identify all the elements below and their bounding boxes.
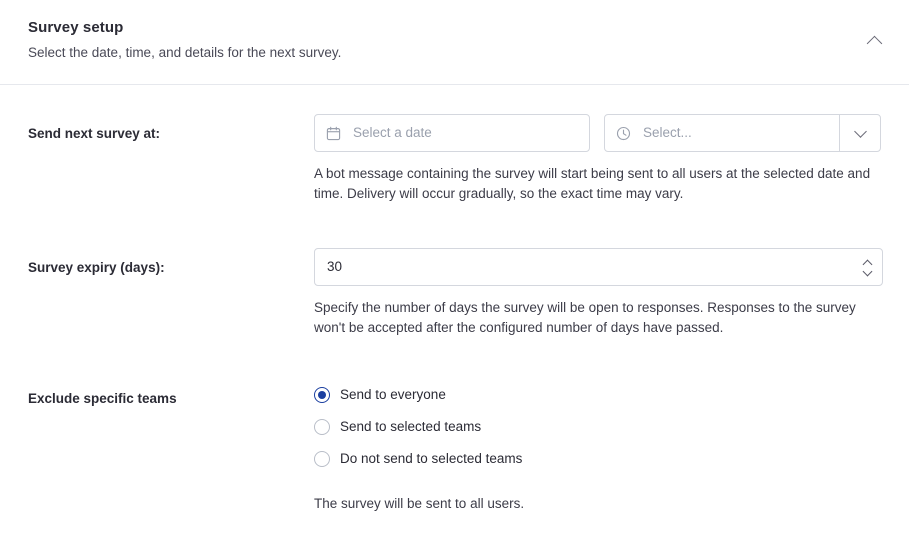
radio-mark-icon bbox=[314, 419, 330, 435]
exclude-teams-row bbox=[28, 386, 881, 514]
calendar-icon bbox=[325, 125, 342, 142]
caret-down-icon[interactable] bbox=[864, 269, 872, 275]
send-next-survey-help: A bot message containing the survey will start being sent to all users at the selected date and time. Delivery will occur gradually, so the exact time may vary. bbox=[314, 166, 871, 201]
exclude-teams-label: Exclude specific teams bbox=[28, 391, 177, 406]
clock-icon bbox=[615, 125, 632, 142]
radio-label: Do not send to selected teams bbox=[340, 451, 523, 466]
survey-expiry-label: Survey expiry (days): bbox=[28, 260, 165, 275]
survey-expiry-input[interactable] bbox=[327, 258, 862, 276]
date-picker-input[interactable] bbox=[314, 114, 590, 152]
radio-do-not-send-to-selected-teams[interactable] bbox=[314, 450, 881, 468]
chevron-down-icon[interactable] bbox=[840, 131, 880, 136]
radio-mark-icon bbox=[314, 451, 330, 467]
survey-expiry-row bbox=[28, 248, 881, 338]
time-picker-select[interactable] bbox=[604, 114, 881, 152]
chevron-up-icon bbox=[866, 35, 882, 51]
exclude-teams-note: The survey will be sent to all users. bbox=[314, 496, 525, 511]
survey-expiry-stepper[interactable] bbox=[314, 248, 883, 286]
time-picker-placeholder: Select... bbox=[643, 125, 692, 140]
page-title: Survey setup bbox=[28, 19, 124, 36]
datetime-inputs bbox=[314, 114, 881, 152]
collapse-section-button[interactable] bbox=[863, 30, 885, 52]
exclude-teams-radio-group bbox=[314, 386, 881, 468]
radio-mark-icon bbox=[314, 387, 330, 403]
send-next-survey-label: Send next survey at: bbox=[28, 126, 161, 141]
survey-expiry-content bbox=[314, 248, 881, 338]
radio-label: Send to everyone bbox=[340, 387, 446, 402]
radio-send-to-everyone[interactable] bbox=[314, 386, 881, 404]
stepper-controls[interactable] bbox=[862, 260, 876, 275]
radio-label: Send to selected teams bbox=[340, 419, 482, 434]
survey-expiry-help: Specify the number of days the survey will be open to responses. Responses to the survey won't be accepted after the configured number of days have passed. bbox=[314, 300, 856, 335]
panel-body bbox=[0, 114, 909, 514]
caret-up-icon[interactable] bbox=[864, 260, 872, 266]
panel-header bbox=[0, 0, 909, 85]
exclude-teams-content bbox=[314, 386, 881, 514]
radio-send-to-selected-teams[interactable] bbox=[314, 418, 881, 436]
date-picker-placeholder: Select a date bbox=[353, 125, 432, 140]
send-next-survey-row bbox=[28, 114, 881, 204]
page-subtitle: Select the date, time, and details for the next survey. bbox=[28, 45, 342, 60]
send-next-survey-content bbox=[314, 114, 881, 204]
